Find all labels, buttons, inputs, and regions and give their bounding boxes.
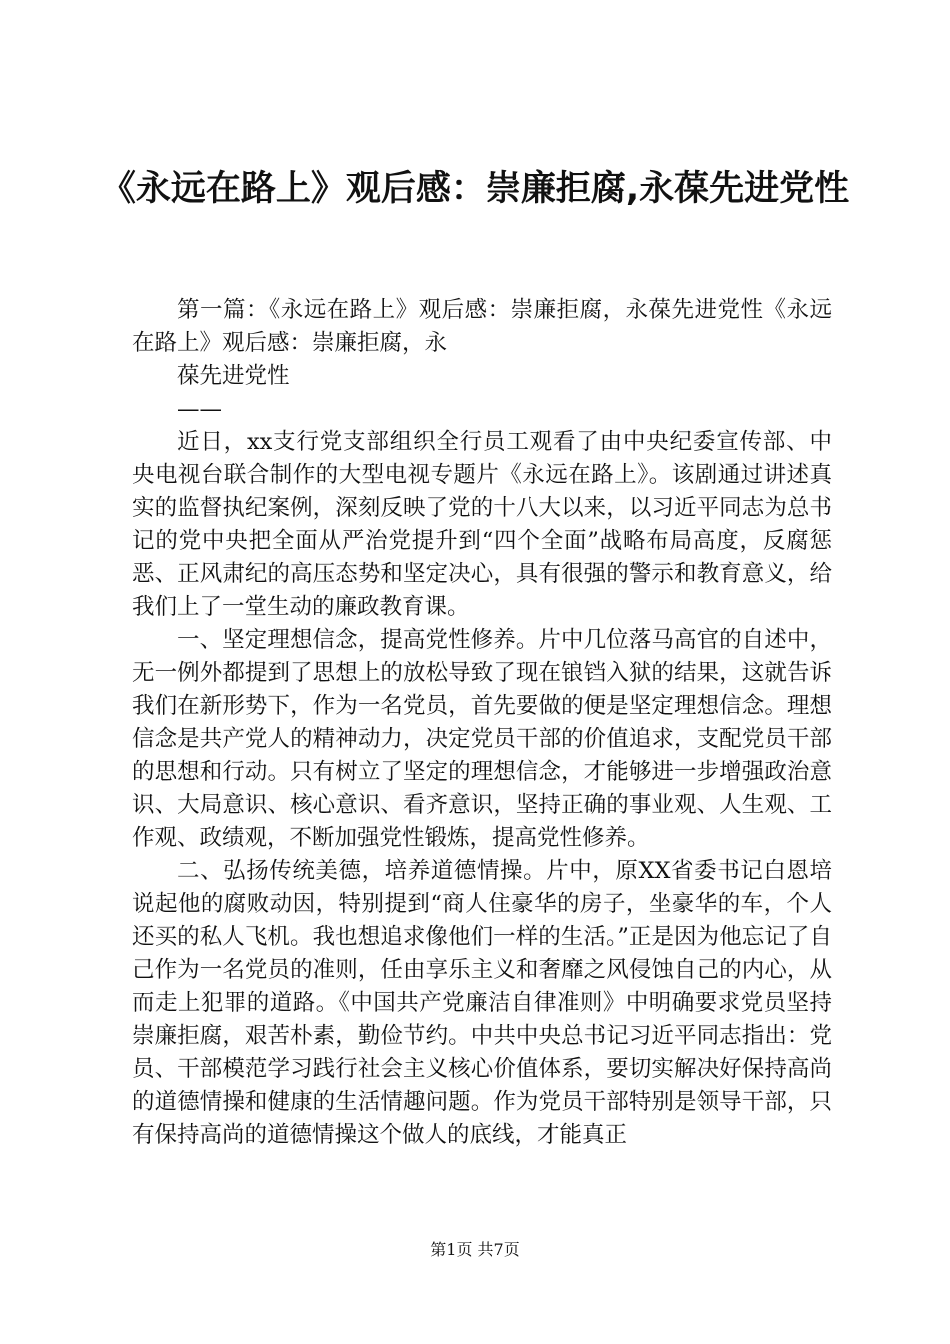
paragraph-dash: —— [177,396,222,422]
paragraph-point-one: 一、坚定理想信念，提高党性修养。片中几位落马高官的自述中，无一例外都提到了思想上的放松导致了现在锒铛入狱的结果，这就告诉我们在新形势下，作为一名党员，首先要做的便是坚定理想信念。理想信念是共产党人的精神动力，决定党员干部的价值追求，支配党员干部的思想和行动。只有树立了坚定的理想信念，才能够进一步增强政治意识、大局意识、核心意识、看齐意识，坚持正确的事业观、人生观、工作观、政绩观，不断加强党性锻炼，提高党性修养。 [132,627,832,851]
document-body [132,294,832,1152]
paragraph-heading-line: 第一篇：《永远在路上》观后感：崇廉拒腐，永葆先进党性《永远在路上》观后感：崇廉拒腐，永 [132,297,832,356]
paragraph-heading-continuation: 葆先进党性 [177,363,290,389]
page-number-footer: 第1页 共7页 [430,1240,520,1259]
document-title: 《永远在路上》观后感：崇廉拒腐,永葆先进党性 [100,169,850,209]
paragraph-point-two: 二、弘扬传统美德，培养道德情操。片中，原XX省委书记白恩培说起他的腐败动因，特别提到“商人住豪华的房子，坐豪华的车，个人还买的私人飞机。我也想追求像他们一样的生活。”正是因为他忘记了自己作为一名党员的准则，任由享乐主义和奢靡之风侵蚀自己的内心，从而走上犯罪的道路。《中国共产党廉洁自律准则》中明确要求党员坚持崇廉拒腐，艰苦朴素，勤俭节约。中共中央总书记习近平同志指出：党员、干部模范学习践行社会主义核心价值体系，要切实解决好保持高尚的道德情操和健康的生活情趣问题。作为党员干部特别是领导干部，只有保持高尚的道德情操这个做人的底线，才能真正 [132,858,832,1148]
paragraph-intro: 近日，xx支行党支部组织全行员工观看了由中央纪委宣传部、中央电视台联合制作的大型电视专题片《永远在路上》。该剧通过讲述真实的监督执纪案例，深刻反映了党的十八大以来，以习近平同志为总书记的党中央把全面从严治党提升到“四个全面”战略布局高度，反腐惩恶、正风肃纪的高压态势和坚定决心，具有很强的警示和教育意义，给我们上了一堂生动的廉政教育课。 [132,429,832,620]
